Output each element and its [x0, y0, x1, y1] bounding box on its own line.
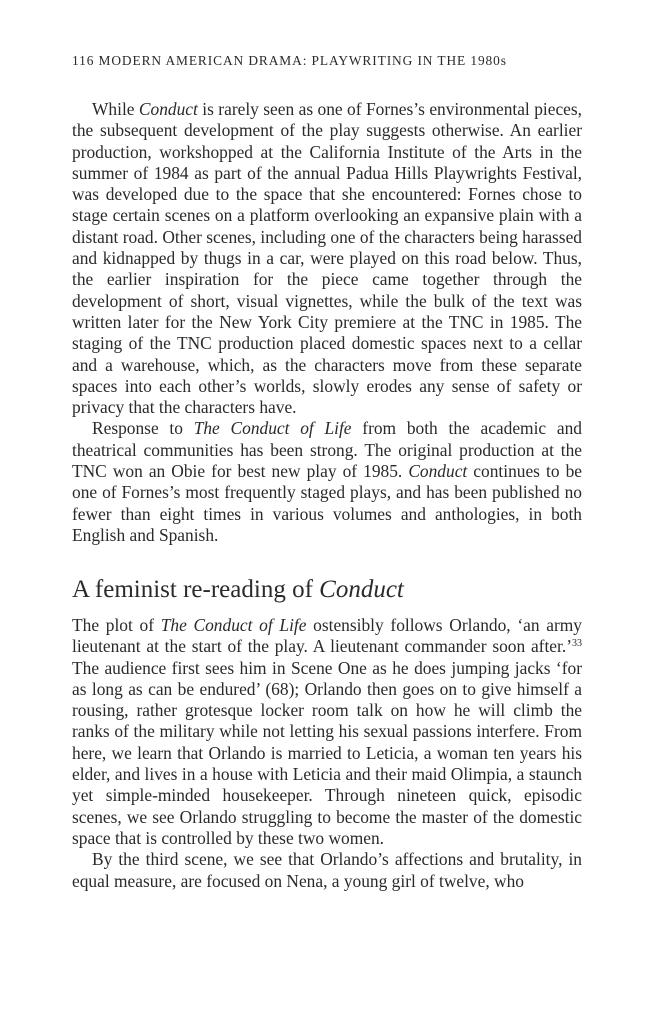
- italic-title: The Conduct of Life: [160, 615, 307, 635]
- paragraph-p2: [72, 418, 582, 546]
- body-text-before-heading: [72, 99, 582, 546]
- text-run: continues to be one of Fornes’s most frequently staged plays, and has been published no fewer than eight times in various volumes and anthologies, in both English and Spanish.: [72, 461, 583, 545]
- text-run: The plot of: [72, 615, 161, 635]
- paragraph-p1: [72, 99, 582, 418]
- text-run: from both the academic and theatrical communities has been strong. The original production at the TNC won an Obie for best new play of 1985.: [72, 418, 582, 482]
- text-run: By the third scene, we see that Orlando’s affections and brutality, in equal measure, are focused on Nena, a young girl of twelve, who: [72, 849, 582, 891]
- section-heading-italic: Conduct: [319, 576, 404, 603]
- footnote-ref: 33: [572, 638, 582, 650]
- text-run: While: [92, 99, 139, 119]
- italic-title: The Conduct of Life: [193, 418, 352, 439]
- body-text-after-heading: [72, 615, 582, 892]
- text-run: Response to: [92, 418, 194, 439]
- text-run: ostensibly follows Orlando, ‘an army lieutenant at the start of the play. A lieutenant commander soon after.’: [72, 615, 582, 657]
- italic-title: Conduct: [408, 461, 468, 482]
- running-head: 116 MODERN AMERICAN DRAMA: PLAYWRITING IN THE 1980s: [72, 53, 507, 68]
- section-heading-prefix: A feminist re-reading of: [72, 576, 320, 603]
- paragraph-p3: [72, 615, 582, 849]
- text-run: is rarely seen as one of Fornes’s environmental pieces, the subsequent development of the play suggests otherwise. An earlier production, workshopped at the California Institute of the Arts in the summer of 1984 as part of the annual Padua Hills Playwrights Festival, was developed due to the space that she encountered: Fornes chose to stage certain scenes on a platform overlooking an expansive plain with a distant road. Other scenes, including one of the characters being harassed and kidnapped by thugs in a car, were played on this road below. Thus, the earlier inspiration for the piece came together through the development of short, visual vignettes, while the bulk of the text was written later for the New York City premiere at the TNC in 1985. The staging of the TNC production placed domestic spaces next to a cellar and a warehouse, which, as the characters move from these separate spaces into each other’s worlds, slowly erodes any sense of safety or privacy that the characters have.: [72, 99, 582, 418]
- paragraph-p4: [72, 849, 582, 892]
- text-run: The audience first sees him in Scene One as he does jumping jacks ‘for as long as can be endured’ (68); Orlando then goes on to give himself a rousing, rather grotesque locker room talk on how he will climb the ranks of the military while not letting his sexual passions interfere. From here, we learn that Orlando is married to Leticia, a woman ten years his elder, and lives in a house with Leticia and their maid Olimpia, a staunch yet simple-minded housekeeper. Through nineteen quick, episodic scenes, we see Orlando struggling to become the master of the domestic space that is controlled by these two women.: [72, 657, 582, 848]
- italic-title: Conduct: [138, 99, 198, 119]
- section-heading: [72, 575, 582, 605]
